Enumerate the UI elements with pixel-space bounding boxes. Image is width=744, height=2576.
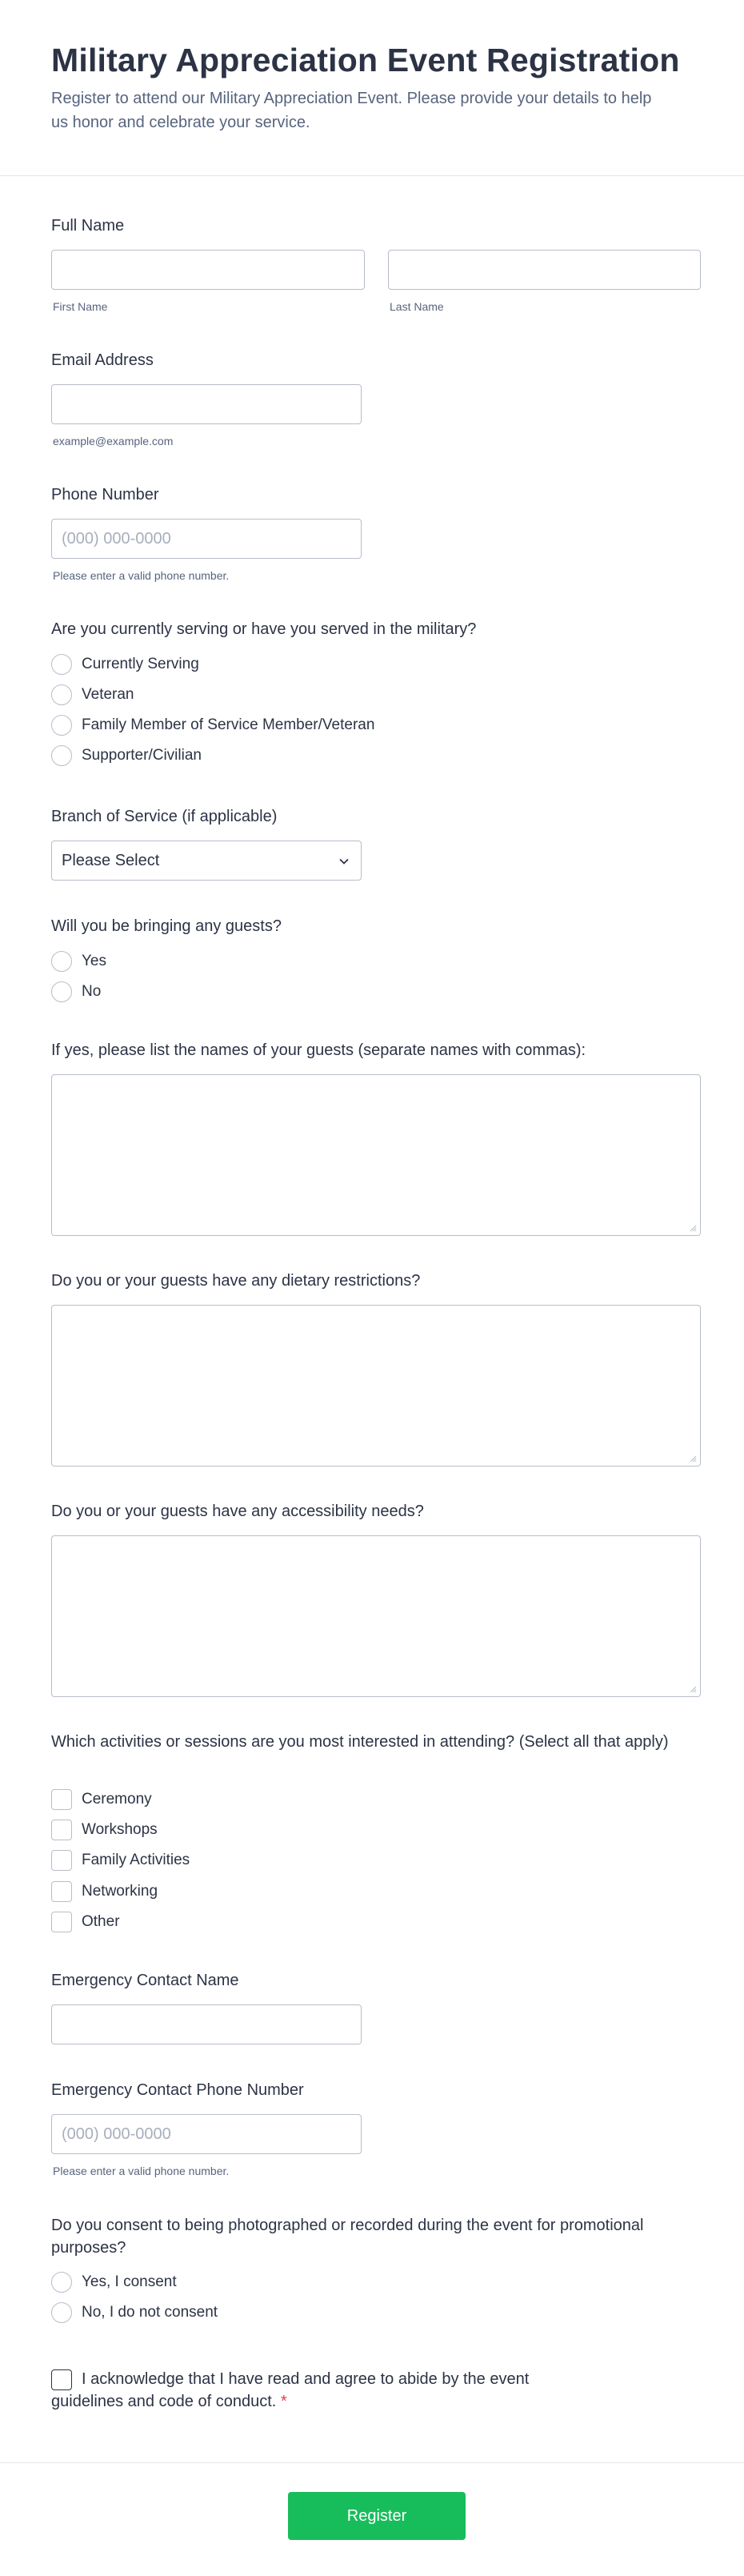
activities-label: Which activities or sessions are you most interested in attending? (Select all that apply) — [51, 1733, 669, 1751]
guests-field — [51, 915, 701, 1011]
checkbox[interactable] — [51, 1912, 72, 1932]
page-subtitle: Register to attend our Military Appreciation Event. Please provide your details to help us honor and celebrate your service. — [51, 90, 652, 131]
service-status-label: Are you currently serving or have you served in the military? — [51, 620, 477, 638]
checkbox[interactable] — [51, 1881, 72, 1902]
service-option-supporter[interactable]: Supporter/Civilian — [51, 744, 202, 768]
first-name-sublabel: First Name — [53, 300, 108, 313]
emergency-name-input[interactable] — [51, 2004, 362, 2044]
resize-handle-icon[interactable] — [689, 1224, 697, 1232]
service-status-field — [51, 618, 701, 778]
radio-button[interactable] — [51, 951, 72, 972]
radio-button[interactable] — [51, 2302, 72, 2323]
activities-field — [51, 1731, 701, 1939]
branch-field — [51, 805, 701, 885]
radio-button[interactable] — [51, 2272, 72, 2293]
branch-label: Branch of Service (if applicable) — [51, 808, 278, 825]
phone-sublabel: Please enter a valid phone number. — [53, 569, 230, 582]
full-name-label: Full Name — [51, 217, 125, 235]
guests-label: Will you be bringing any guests? — [51, 917, 282, 935]
consent-option-no[interactable]: No, I do not consent — [51, 2301, 218, 2325]
emergency-phone-field — [51, 2079, 701, 2183]
radio-button[interactable] — [51, 981, 72, 1002]
acknowledge-field — [51, 2368, 701, 2419]
emergency-name-label: Emergency Contact Name — [51, 1972, 239, 1989]
emergency-phone-sublabel: Please enter a valid phone number. — [53, 2165, 230, 2177]
emergency-phone-label: Emergency Contact Phone Number — [51, 2081, 304, 2099]
activity-option-family-activities[interactable]: Family Activities — [51, 1848, 190, 1872]
guest-names-label: If yes, please list the names of your guests (separate names with commas): — [51, 1041, 586, 1059]
checkbox[interactable] — [51, 1789, 72, 1810]
chevron-down-icon — [338, 856, 350, 867]
footer-divider — [0, 2462, 744, 2463]
activity-option-networking[interactable]: Networking — [51, 1880, 158, 1904]
consent-option-yes[interactable]: Yes, I consent — [51, 2270, 177, 2294]
required-asterisk: * — [280, 2393, 287, 2410]
page-title: Military Appreciation Event Registration — [51, 42, 680, 78]
emergency-name-field — [51, 1969, 701, 2049]
guests-option-yes[interactable]: Yes — [51, 949, 106, 973]
service-option-veteran[interactable]: Veteran — [51, 683, 134, 707]
last-name-input[interactable] — [388, 250, 701, 290]
full-name-field — [51, 215, 701, 319]
phone-field — [51, 484, 701, 588]
activity-option-other[interactable]: Other — [51, 1910, 120, 1934]
phone-input[interactable] — [51, 519, 362, 559]
dietary-field — [51, 1270, 701, 1470]
accessibility-label: Do you or your guests have any accessibility needs? — [51, 1503, 424, 1520]
guest-names-textarea[interactable] — [51, 1074, 701, 1236]
email-label: Email Address — [51, 351, 154, 369]
checkbox[interactable] — [51, 1820, 72, 1840]
form-header — [0, 0, 744, 176]
resize-handle-icon[interactable] — [689, 1685, 697, 1693]
branch-select[interactable] — [51, 841, 362, 881]
acknowledge-text: I acknowledge that I have read and agree to abide by the event guidelines and code of conduct. * — [51, 2370, 530, 2410]
service-option-family-member[interactable]: Family Member of Service Member/Veteran — [51, 713, 374, 737]
phone-placeholder: (000) 000-0000 — [62, 530, 171, 548]
accessibility-textarea[interactable] — [51, 1535, 701, 1697]
phone-label: Phone Number — [51, 486, 159, 504]
consent-field — [51, 2214, 701, 2326]
emergency-phone-placeholder: (000) 000-0000 — [62, 2125, 171, 2143]
guests-option-no[interactable]: No — [51, 980, 101, 1004]
radio-button[interactable] — [51, 654, 72, 675]
accessibility-field — [51, 1500, 701, 1700]
first-name-input[interactable] — [51, 250, 365, 290]
radio-button[interactable] — [51, 715, 72, 736]
email-input[interactable] — [51, 384, 362, 424]
last-name-sublabel: Last Name — [390, 300, 444, 313]
email-field — [51, 349, 701, 453]
consent-label: Do you consent to being photographed or recorded during the event for promotional purposes? — [51, 2217, 644, 2257]
activity-option-workshops[interactable]: Workshops — [51, 1818, 158, 1842]
guest-names-field — [51, 1039, 701, 1239]
email-sublabel: example@example.com — [53, 435, 174, 447]
radio-button[interactable] — [51, 684, 72, 705]
radio-button[interactable] — [51, 745, 72, 766]
service-option-currently-serving[interactable]: Currently Serving — [51, 652, 199, 676]
dietary-textarea[interactable] — [51, 1305, 701, 1467]
resize-handle-icon[interactable] — [689, 1455, 697, 1463]
checkbox[interactable] — [51, 1850, 72, 1871]
register-button[interactable]: Register — [288, 2492, 466, 2540]
dietary-label: Do you or your guests have any dietary restrictions? — [51, 1272, 421, 1290]
emergency-phone-input[interactable] — [51, 2114, 362, 2154]
branch-selected-value: Please Select — [62, 852, 160, 869]
activity-option-ceremony[interactable]: Ceremony — [51, 1788, 152, 1812]
